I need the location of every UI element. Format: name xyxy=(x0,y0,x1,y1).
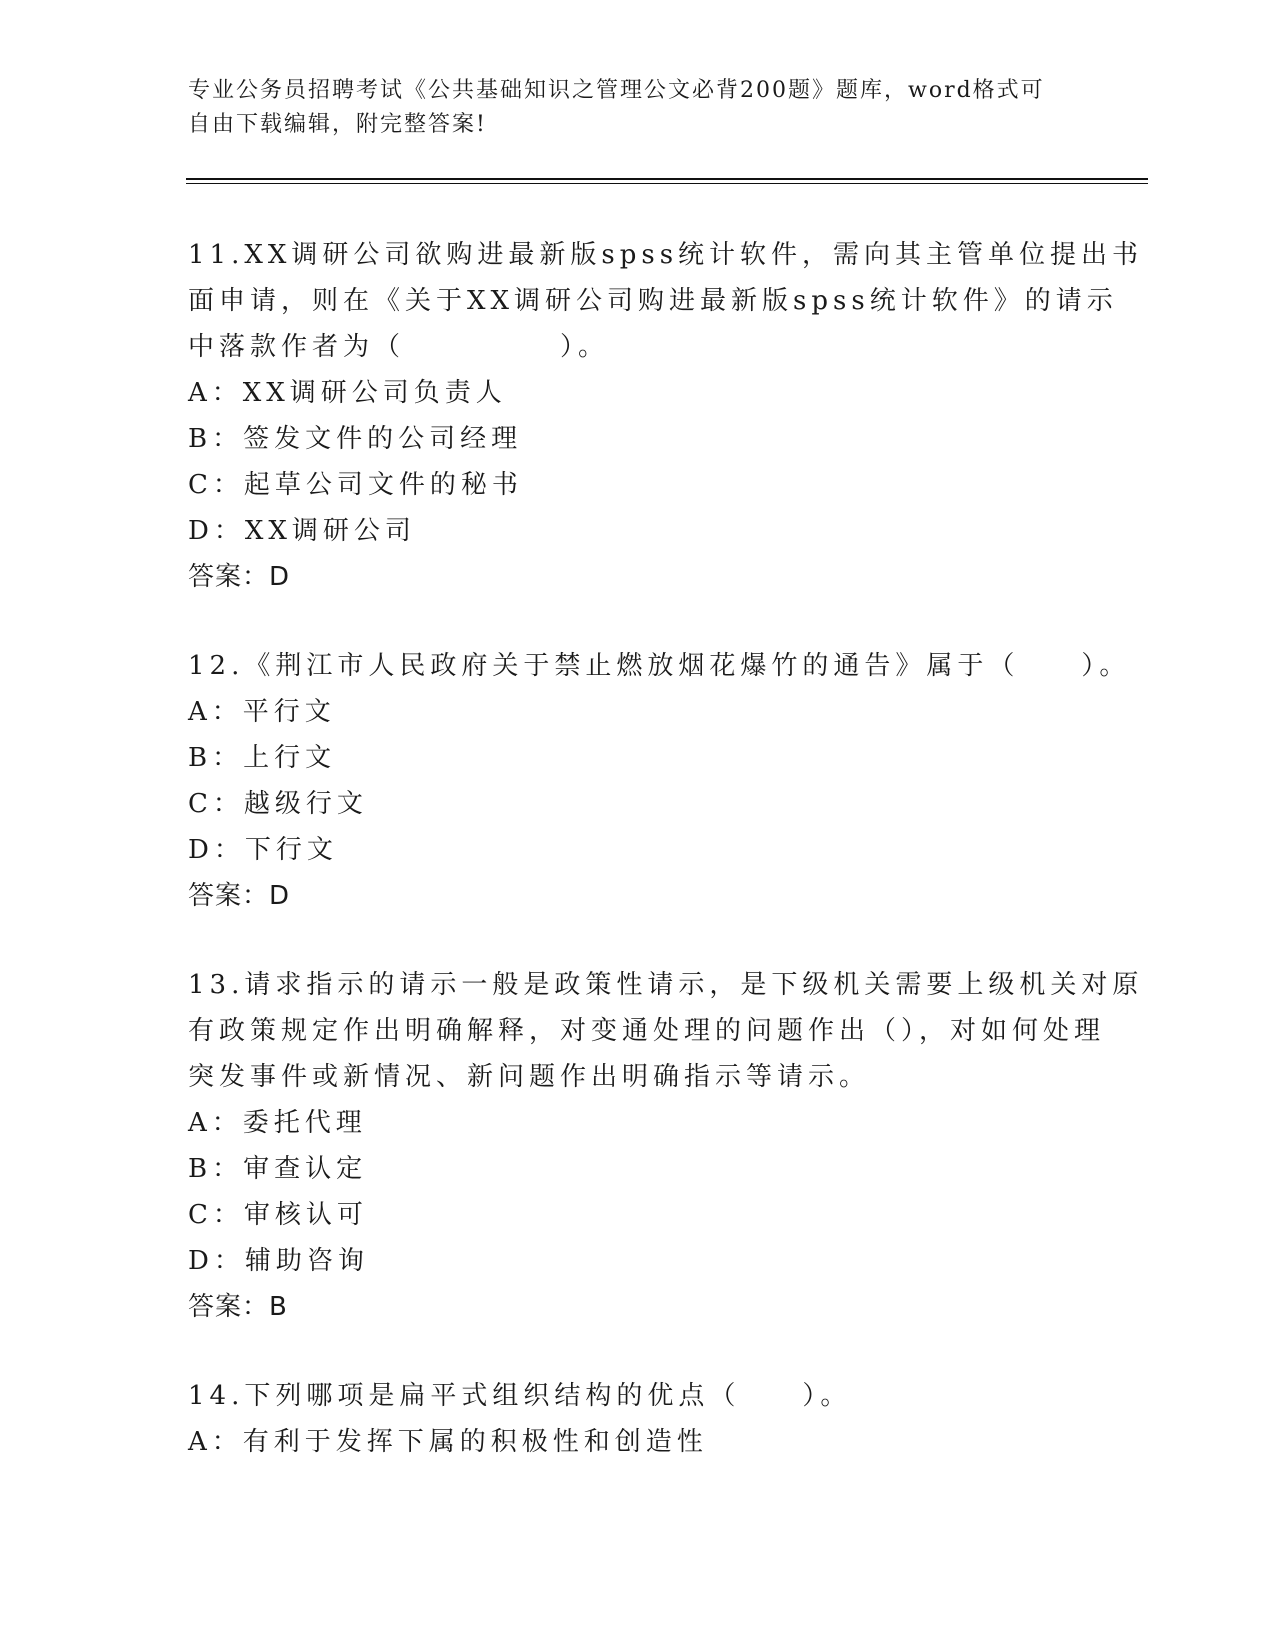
question-spacer xyxy=(188,1330,1088,1373)
question-stem-line: 14.下列哪项是扁平式组织结构的优点（ ）。 xyxy=(188,1381,852,1411)
option-c: C：审核认可 xyxy=(188,1200,368,1230)
option-d: D：辅助咨询 xyxy=(188,1246,369,1276)
question-spacer xyxy=(188,919,1088,962)
header-line-1: 专业公务员招聘考试《公共基础知识之管理公文必背200题》题库，word格式可 xyxy=(188,78,1045,103)
question-list xyxy=(188,232,1144,1465)
question-12 xyxy=(188,643,1131,919)
option-c: C：起草公司文件的秘书 xyxy=(188,470,523,500)
document-header xyxy=(188,74,1068,142)
question-stem-line: 11.XX调研公司欲购进最新版spss统计软件，需向其主管单位提出书 xyxy=(188,240,1144,270)
question-stem-line: 12.《荆江市人民政府关于禁止燃放烟花爆竹的通告》属于（ ）。 xyxy=(188,651,1131,681)
question-11 xyxy=(188,232,1144,600)
question-13 xyxy=(188,962,1144,1330)
answer-line: 答案：D xyxy=(188,562,291,592)
option-a: A：XX调研公司负责人 xyxy=(188,378,507,408)
question-stem-line: 中落款作者为（ ）。 xyxy=(188,332,610,362)
option-a: A：有利于发挥下属的积极性和创造性 xyxy=(188,1427,708,1457)
option-b: B：上行文 xyxy=(188,743,337,773)
question-stem-line: 13.请求指示的请示一般是政策性请示，是下级机关需要上级机关对原 xyxy=(188,970,1144,1000)
question-spacer xyxy=(188,600,1088,643)
answer-line: 答案：B xyxy=(188,1292,288,1322)
question-stem-line: 面申请，则在《关于XX调研公司购进最新版spss统计软件》的请示 xyxy=(188,286,1118,316)
header-line-2: 自由下载编辑，附完整答案! xyxy=(188,112,487,137)
question-14 xyxy=(188,1373,1088,1465)
header-divider-thick xyxy=(186,178,1148,180)
answer-line: 答案：D xyxy=(188,881,291,911)
option-a: A：平行文 xyxy=(188,697,336,727)
question-stem-line: 有政策规定作出明确解释，对变通处理的问题作出（），对如何处理 xyxy=(188,1016,1106,1046)
header-divider-thin xyxy=(186,183,1148,184)
option-d: D：下行文 xyxy=(188,835,338,865)
option-d: D：XX调研公司 xyxy=(188,516,416,546)
option-b: B：审查认定 xyxy=(188,1154,368,1184)
question-stem-line: 突发事件或新情况、新问题作出明确指示等请示。 xyxy=(188,1062,871,1092)
option-b: B：签发文件的公司经理 xyxy=(188,424,523,454)
option-a: A：委托代理 xyxy=(188,1108,367,1138)
option-c: C：越级行文 xyxy=(188,789,368,819)
